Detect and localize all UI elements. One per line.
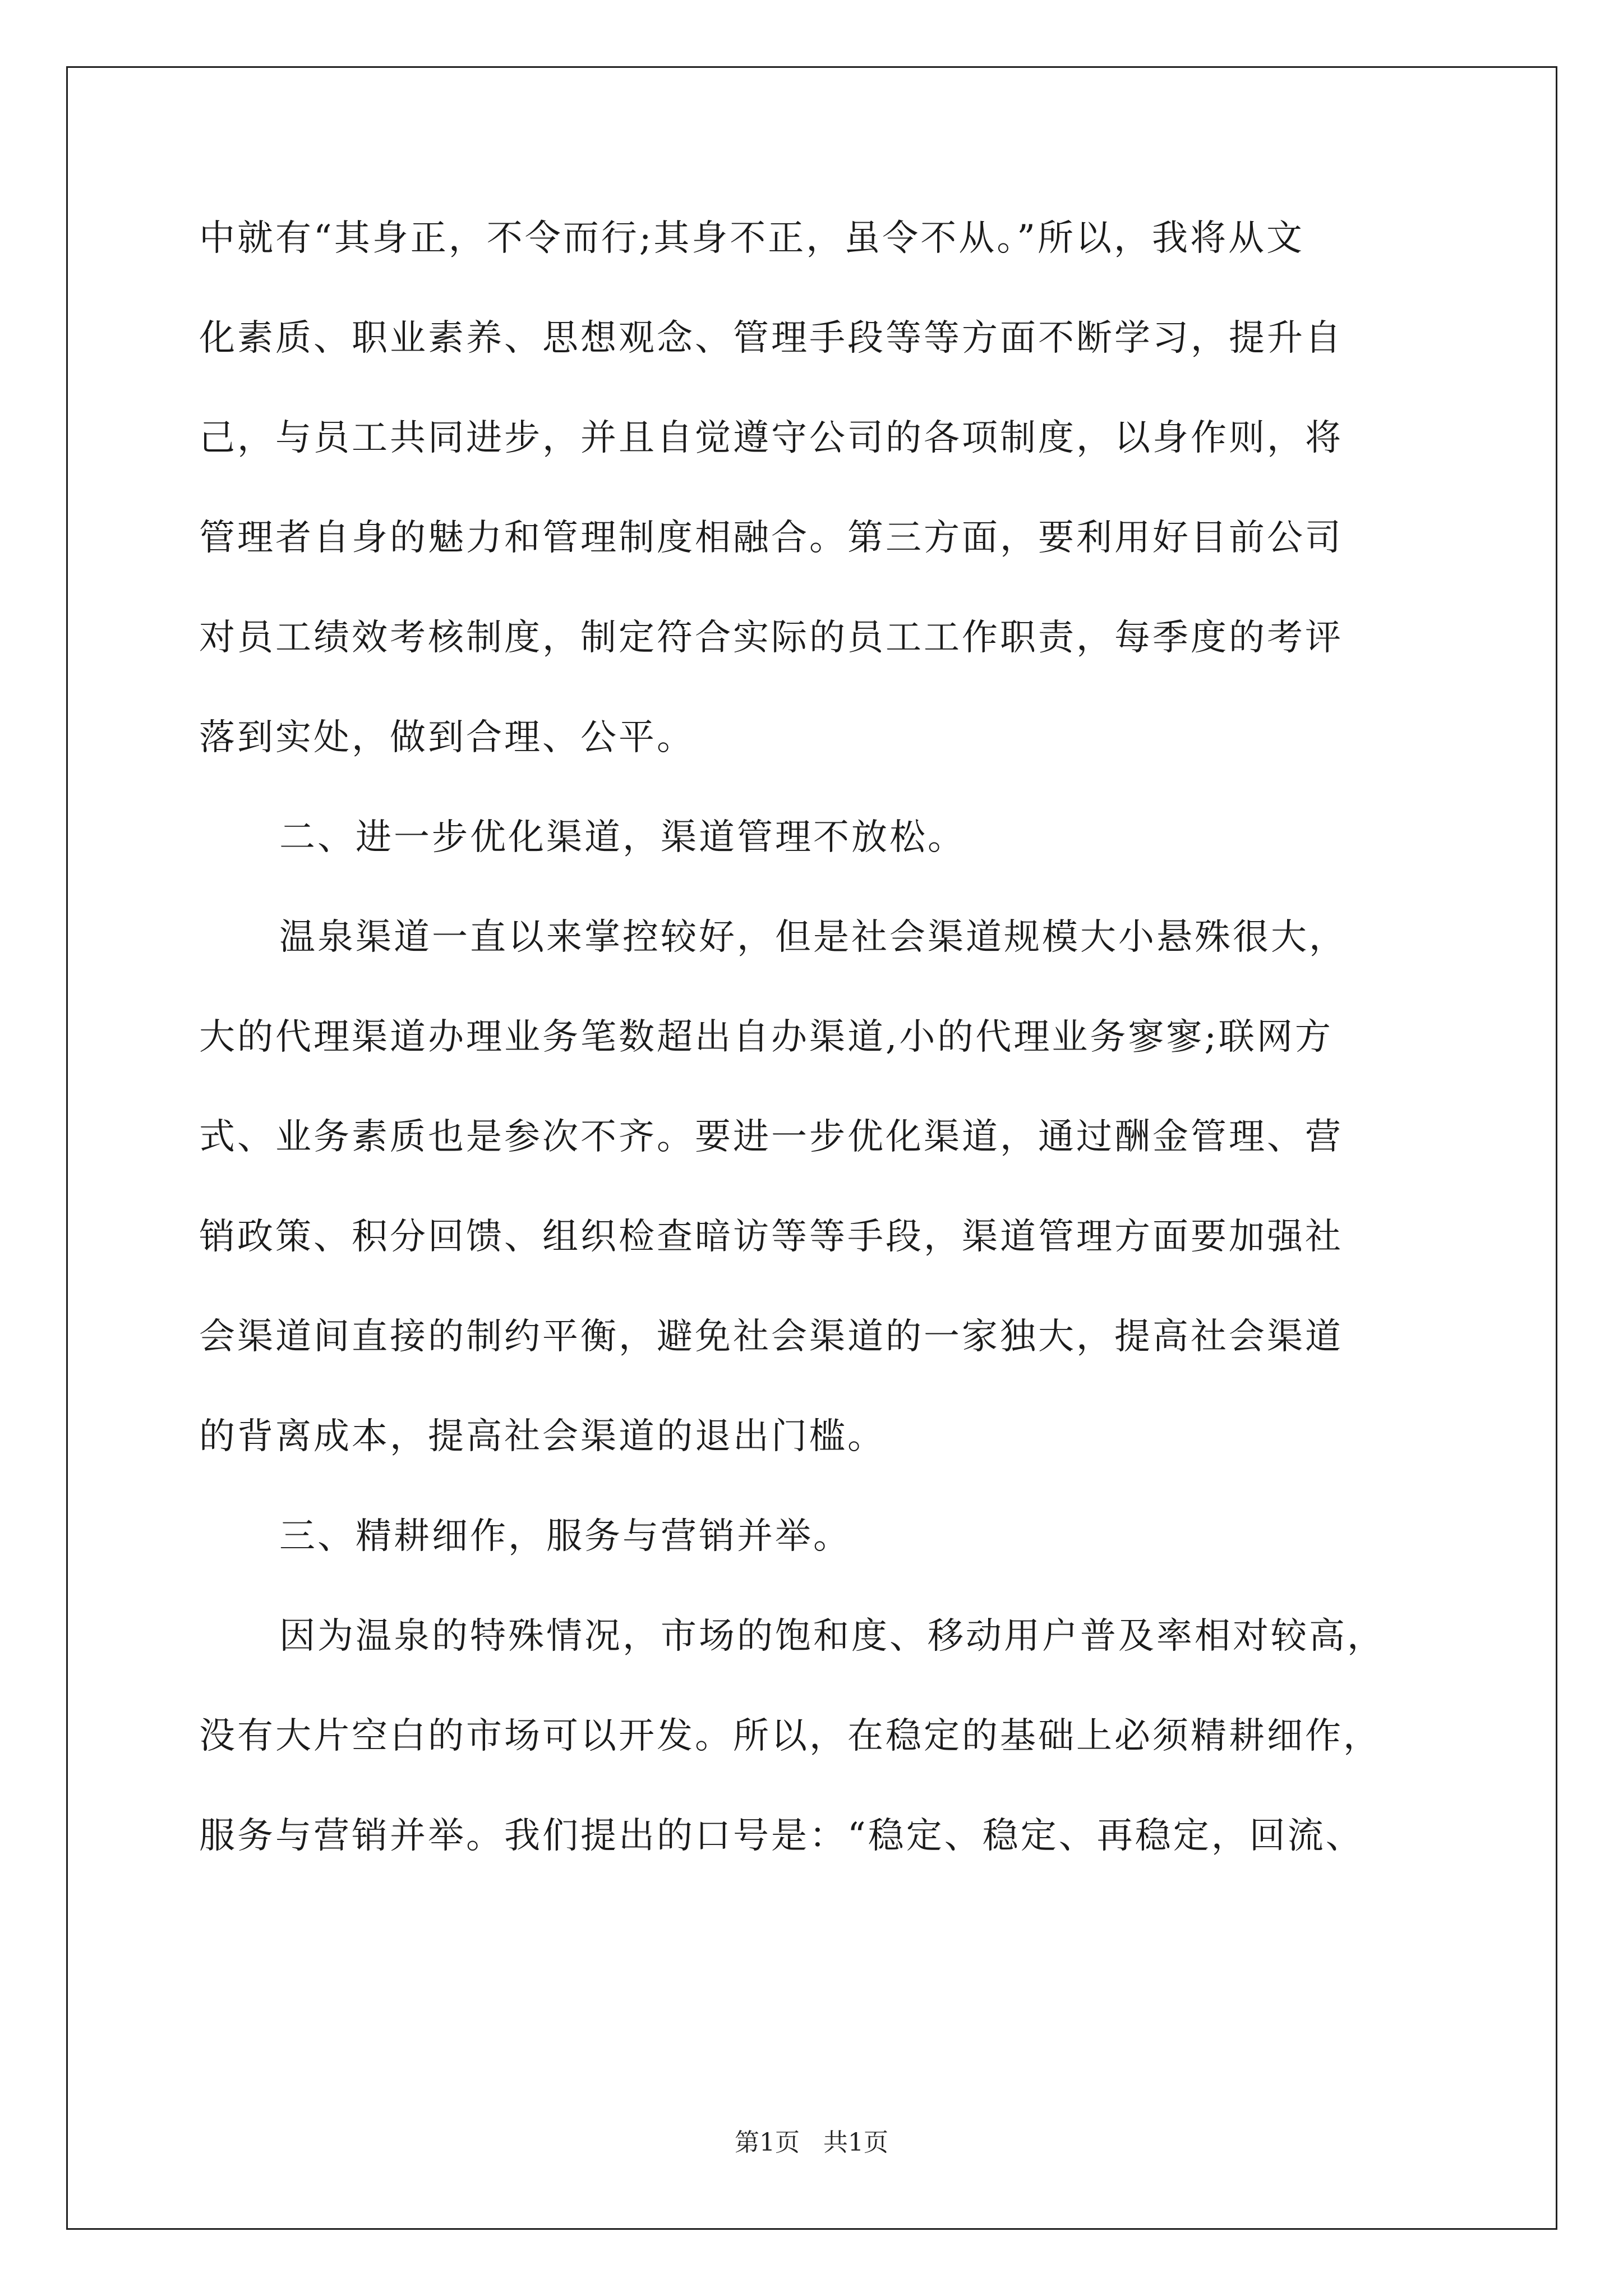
text-line: 会渠道间直接的制约平衡，避免社会渠道的一家独大，提高社会渠道: [199, 1316, 1343, 1358]
text-line: 的背离成本，提高社会渠道的退出门槛。: [199, 1416, 886, 1457]
section-heading: 二、进一步优化渠道，渠道管理不放松。: [279, 817, 966, 858]
text-line: 对员工绩效考核制度，制定符合实际的员工工作职责，每季度的考评: [199, 617, 1343, 659]
text-line: 落到实处，做到合理、公平。: [199, 717, 695, 758]
text-line: 销政策、积分回馈、组织检查暗访等等手段，渠道管理方面要加强社: [199, 1216, 1343, 1258]
text-line: 中就有“其身正，不令而行;其身不正，虽令不从。”所以，我将从文: [199, 218, 1304, 259]
text-line: 大的代理渠道办理业务笔数超出自办渠道,小的代理业务寥寥;联网方: [199, 1016, 1333, 1058]
page-indicator: 第1页 共1页: [735, 2128, 888, 2157]
text-line: 管理者自身的魅力和管理制度相融合。第三方面，要利用好目前公司: [199, 517, 1343, 559]
text-line: 化素质、职业素养、思想观念、管理手段等等方面不断学习，提升自: [199, 318, 1343, 359]
text-line: 服务与营销并举。我们提出的口号是：“稳定、稳定、再稳定，回流、: [199, 1815, 1364, 1857]
text-line: 式、业务素质也是参次不齐。要进一步优化渠道，通过酬金管理、营: [199, 1116, 1343, 1158]
text-line: 温泉渠道一直以来掌控较好，但是社会渠道规模大小悬殊很大，: [279, 917, 1347, 958]
section-heading: 三、精耕细作，服务与营销并举。: [279, 1516, 851, 1557]
text-line: 没有大片空白的市场可以开发。所以，在稳定的基础上必须精耕细作，: [199, 1715, 1381, 1757]
text-line: 己，与员工共同进步，并且自觉遵守公司的各项制度，以身作则，将: [199, 417, 1343, 459]
text-line: 因为温泉的特殊情况，市场的饱和度、移动用户普及率相对较高，: [279, 1616, 1385, 1657]
